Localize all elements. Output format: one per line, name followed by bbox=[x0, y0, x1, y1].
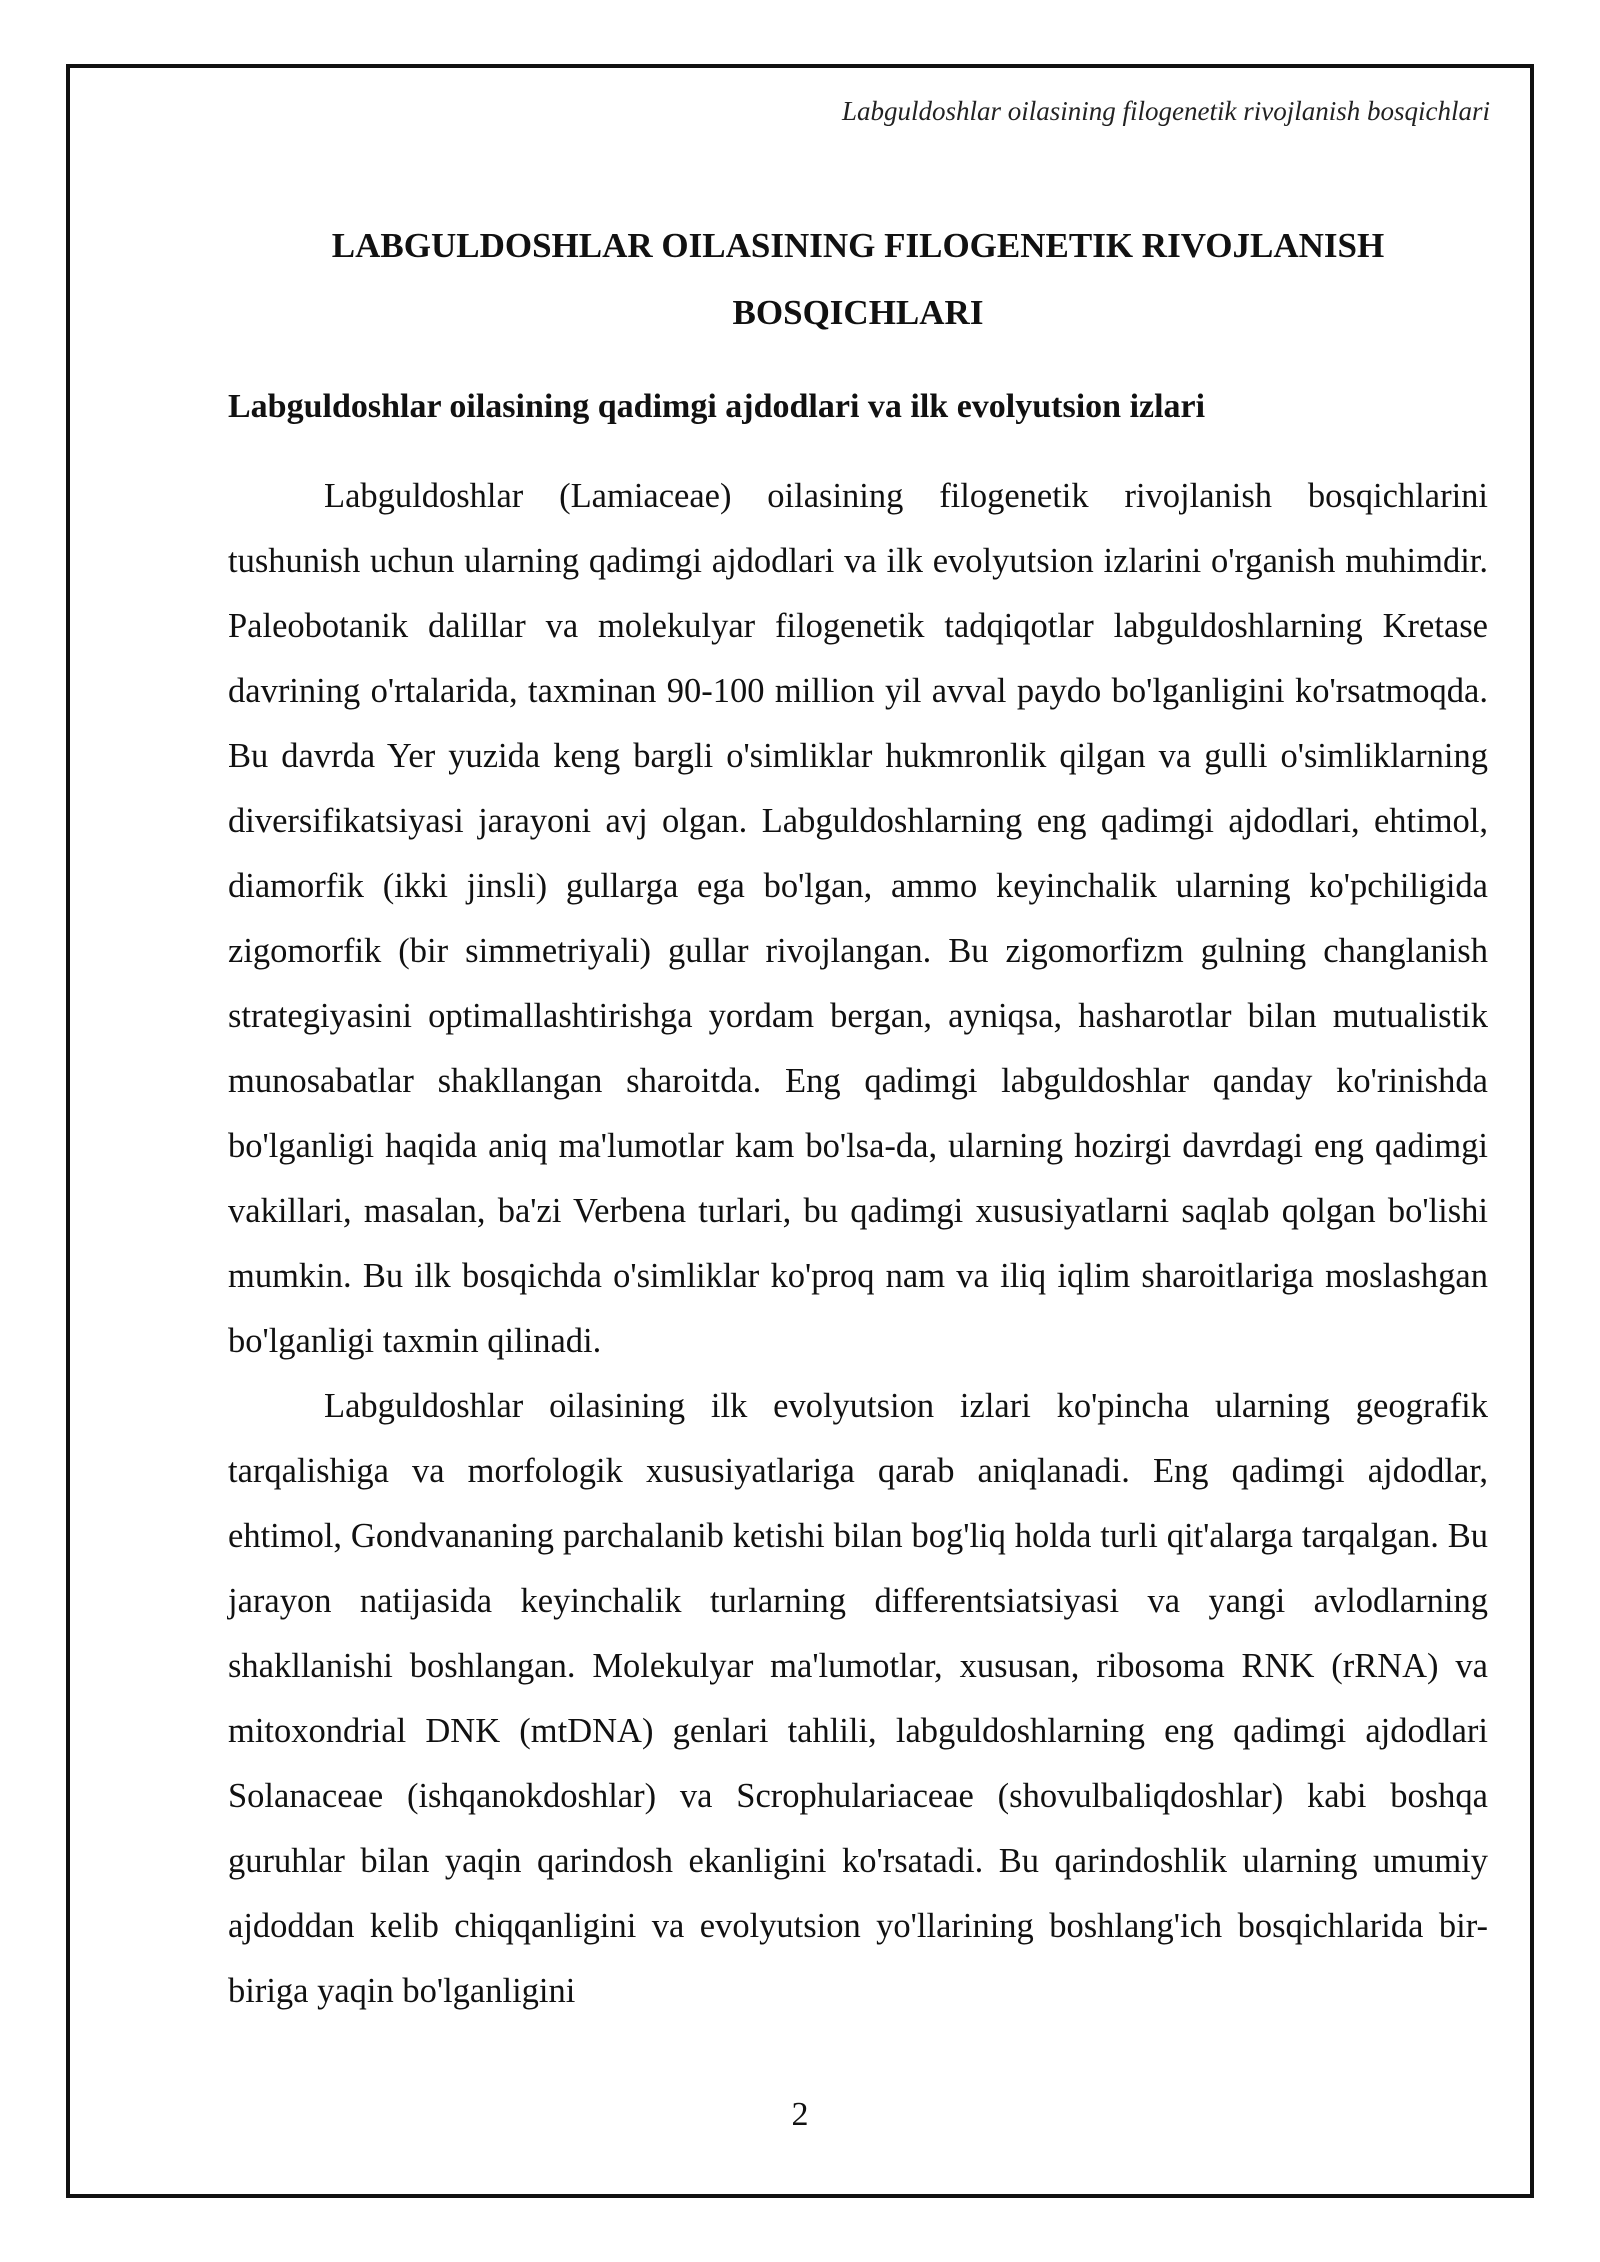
document-title: LABGULDOSHLAR OILASINING FILOGENETIK RIVOJLANISH BOSQICHLARI bbox=[331, 226, 1385, 332]
running-header: Labguldoshlar oilasining filogenetik rivojlanish bosqichlari bbox=[841, 96, 1490, 126]
section-heading: Labguldoshlar oilasining qadimgi ajdodlari va ilk evolyutsion izlari bbox=[228, 388, 1206, 425]
page-number: 2 bbox=[791, 2096, 809, 2133]
body-text bbox=[228, 464, 1488, 2024]
paragraph: Labguldoshlar (Lamiaceae) oilasining filogenetik rivojlanish bosqichlarini tushunish uchun ularning qadimgi ajdodlari va ilk evolyutsion izlarini o'rganish muhimdir. Paleobotanik dalillar va molekulyar filogenetik tadqiqotlar labguldoshlarning Kretase davrining o'rtalarida, taxminan 90-100 million yil avval paydo bo'lganligini ko'rsatmoqda. Bu davrda Yer yuzida keng bargli o'simliklar hukmronlik qilgan va gulli o'simliklarning diversifikatsiyasi jarayoni avj olgan. Labguldoshlarning eng qadimgi ajdodlari, ehtimol, diamorfik (ikki jinsli) gullarga ega bo'lgan, ammo keyinchalik ularning ko'pchiligida zigomorfik (bir simmetriyali) gullar rivojlangan. Bu zigomorfizm gulning changlanish strategiyasini optimallashtirishga yordam bergan, ayniqsa, hasharotlar bilan mutualistik munosabatlar shakllangan sharoitda. Eng qadimgi labguldoshlar qanday ko'rinishda bo'lganligi haqida aniq ma'lumotlar kam bo'lsa-da, ularning hozirgi davrdagi eng qadimgi vakillari, masalan, ba'zi Verbena turlari, bu qadimgi xususiyatlarni saqlab qolgan bo'lishi mumkin. Bu ilk bosqichda o'simliklar ko'proq nam va iliq iqlim sharoitlariga moslashgan bo'lganligi taxmin qilinadi. bbox=[228, 477, 1488, 1360]
paragraph: Labguldoshlar oilasining ilk evolyutsion izlari ko'pincha ularning geografik tarqalishiga va morfologik xususiyatlariga qarab aniqlanadi. Eng qadimgi ajdodlar, ehtimol, Gondvananing parchalanib ketishi bilan bog'liq holda turli qit'alarga tarqalgan. Bu jarayon natijasida keyinchalik turlarning differentsiatsiyasi va yangi avlodlarning shakllanishi boshlangan. Molekulyar ma'lumotlar, xususan, ribosoma RNK (rRNA) va mitoxondrial DNK (mtDNA) genlari tahlili, labguldoshlarning eng qadimgi ajdodlari Solanaceae (ishqanokdoshlar) va Scrophulariaceae (shovulbaliqdoshlar) kabi boshqa guruhlar bilan yaqin qarindosh ekanligini ko'rsatadi. Bu qarindoshlik ularning umumiy ajdoddan kelib chiqqanligini va evolyutsion yo'llarining boshlang'ich bosqichlarida bir-biriga yaqin bo'lganligini bbox=[228, 1387, 1488, 2010]
